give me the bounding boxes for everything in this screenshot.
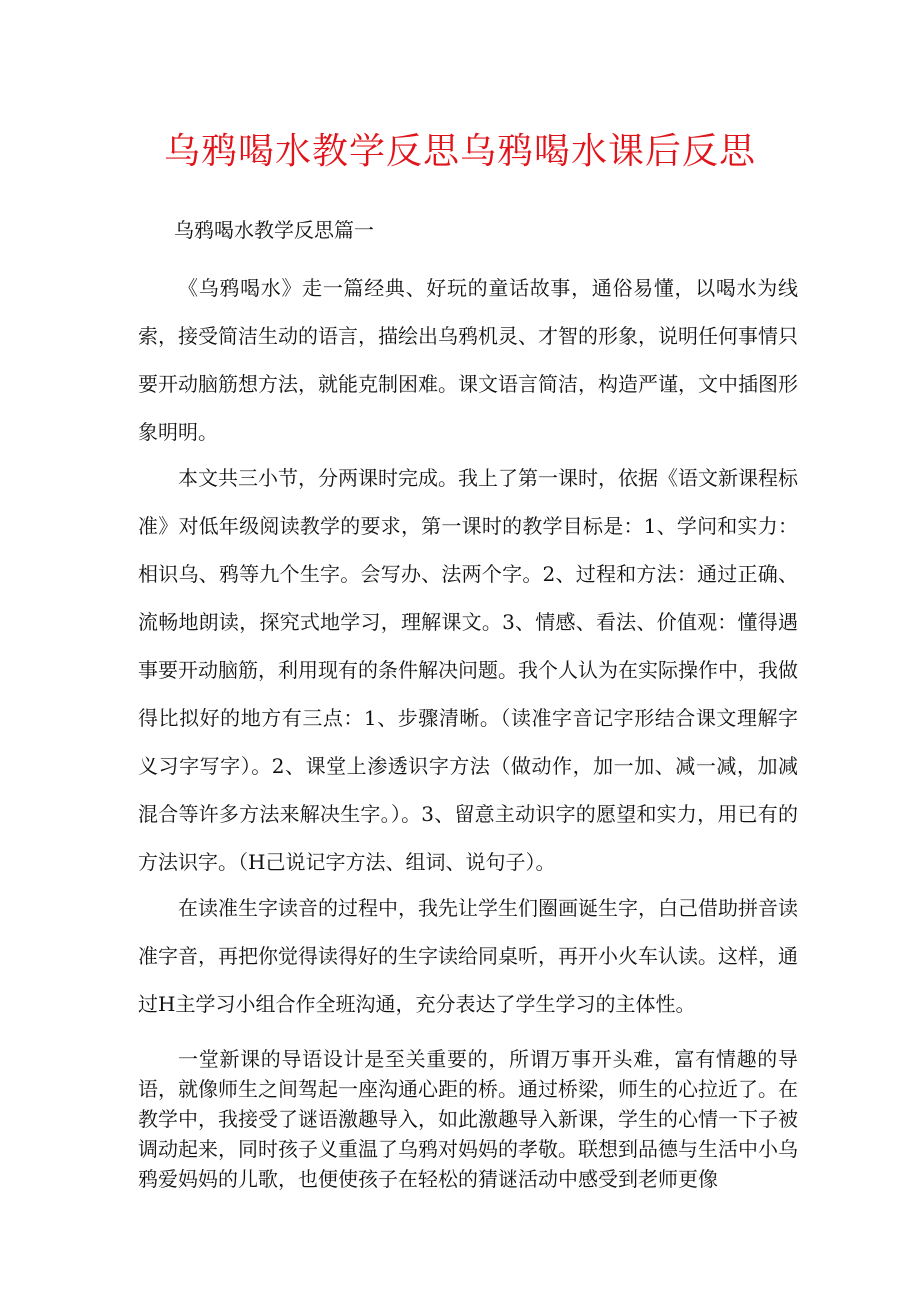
paragraph-4: 一堂新课的导语设计是至关重要的，所谓万事开头难，富有情趣的导语，就像师生之间驾起一座沟通心距的桥。通过桥梁，师生的心拉近了。在教学中，我接受了谜语激趣导入，如此激趣导入新课，学生的心情一下子被调动起来，同时孩子义重温了乌鸦对妈妈的孝敬。联想到品德与生活中小乌鸦爱妈妈的儿歌，也便使孩子在轻松的猜谜活动中感受到老师更像 xyxy=(138,1047,798,1191)
paragraph-1: 《乌鸦喝水》走一篇经典、好玩的童话故事，通俗易懂，以喝水为线索，接受简洁生动的语言，描绘出乌鸦机灵、才智的形象，说明任何事情只要开动脑筋想方法，就能克制困难。课文语言简洁，构造严谨，文中插图形象明明。 xyxy=(138,276,798,444)
section-heading: 乌鸦喝水教学反思篇一 xyxy=(174,218,374,242)
paragraph-2: 本文共三小节，分两课时完成。我上了第一课时，依据《语文新课程标准》对低年级阅读教学的要求，第一课时的教学目标是：1、学问和实力：相识乌、鸦等九个生字。会写办、法两个字。2、过程和方法：通过正确、流畅地朗读，探究式地学习，理解课文。3、情感、看法、价值观：懂得遇事要开动脑筋，利用现有的条件解决问题。我个人认为在实际操作中，我做得比拟好的地方有三点：1、步骤清晰。（读准字音记字形结合课文理解字义习字写字）。2、课堂上渗透识字方法（做动作，加一加、减一减，加减混合等许多方法来解决生字。）。3、留意主动识字的愿望和实力，用已有的方法识字。（H己说记字方法、组词、说句子）。 xyxy=(138,466,798,874)
paragraph-3: 在读准生字读音的过程中，我先让学生们圈画诞生字，白己借助拼音读准字音，再把你觉得读得好的生字读给同桌听，再开小火车认读。这样，通过H主学习小组合作全班沟通，充分表达了学生学习的主体性。 xyxy=(138,896,798,1016)
document-title: 乌鸦喝水教学反思乌鸦喝水课后反思 xyxy=(163,131,756,172)
